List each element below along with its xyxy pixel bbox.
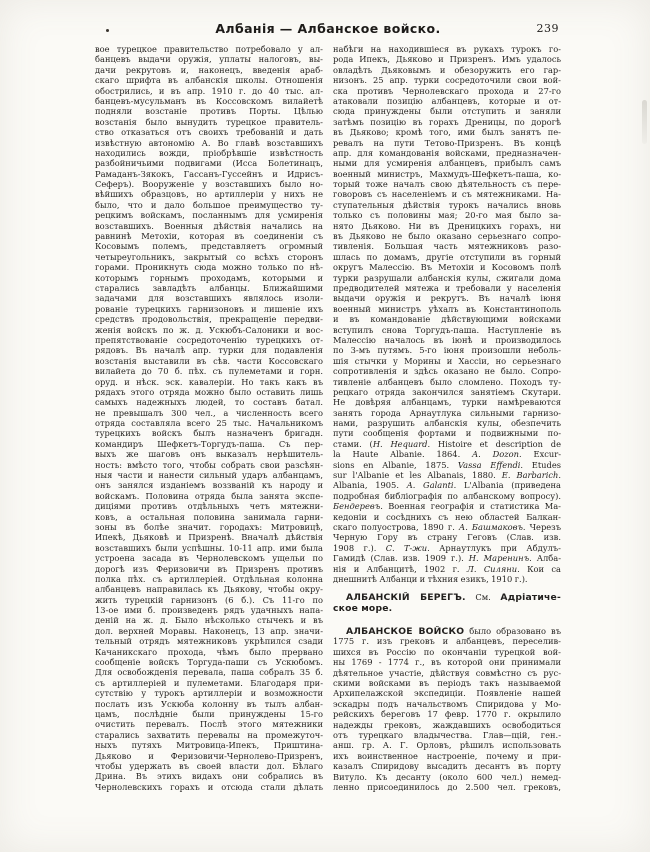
left-column xyxy=(95,44,323,792)
text-line: ленно присоединилось до 2.500 чел. грековъ, xyxy=(333,781,561,792)
entry-albania-continuation xyxy=(95,44,323,792)
text-segment: sur l'Albanie et les Albanais, 1880. xyxy=(333,470,502,481)
text-line: старались завладѣть албанцы. Ближайшими xyxy=(95,282,323,293)
text-line: четыреугольникъ, закрытый со всѣхъ сторонъ xyxy=(95,251,323,262)
text-line: ихъ воинственное настроеніе, почему и при- xyxy=(333,750,561,761)
text-segment: sions en Albanie, 1875. xyxy=(333,459,458,470)
text-line xyxy=(333,553,561,563)
text-line: дорогѣ изъ Феризовичи въ Призренъ противъ xyxy=(95,563,323,574)
text-segment: A. Dozon. xyxy=(472,449,522,460)
page-number: 239 xyxy=(536,22,559,35)
text-line: препятствованіе сосредоточенію турецкихъ от- xyxy=(95,334,323,345)
text-line: вступилъ снова Торгудъ-паша. Наступленіе въ xyxy=(333,324,561,335)
text-line: вѣйшихъ образцовъ, но артиллеріи у нихъ не xyxy=(95,189,323,200)
text-line: пути сообщенія фортами и подвижными по- xyxy=(333,428,561,439)
text-line: военный министръ, Махмудъ-Шефкетъ-паша, ко- xyxy=(333,168,561,179)
text-line: сопротивленія и здѣсь оказано не было. Сопро- xyxy=(333,366,561,377)
text-line: Дрина. Въ этихъ видахъ они собрались въ xyxy=(95,771,323,782)
text-line: банцевъ выдачи оружія, уплаты налоговъ, вы- xyxy=(95,54,323,65)
text-line xyxy=(333,501,561,511)
text-line: затѣмъ позицію въ горахъ Дреницы, по дорогѣ xyxy=(333,116,561,127)
text-line: Чернолевскихъ горахъ и отсюда стали дѣлать xyxy=(95,781,323,792)
entry-albania-continuation-2 xyxy=(333,44,561,584)
text-line: ревалъ на пути Тетово-Призренъ. Въ концѣ xyxy=(333,137,561,148)
text-line: военный министръ уѣхалъ въ Константинополь xyxy=(333,303,561,314)
text-line: послать изъ Ускюба колонну въ тылъ албан- xyxy=(95,698,323,709)
text-line: задачами для возставшихъ являлось изоли- xyxy=(95,293,323,304)
text-segment: С. Т-жи. xyxy=(385,542,430,553)
text-line: тивленіе албанцевъ было сломлено. Походъ ту- xyxy=(333,376,561,387)
text-line: нами, разрушить албанскія кулы, обезпечить xyxy=(333,418,561,429)
text-line: разбойничьими подвигами (Исса Болетинацъ, xyxy=(95,158,323,169)
text-line: вое турецкое правительство потребовало у ал- xyxy=(95,44,323,54)
text-line: турки разрушали албанскія кулы, сжигали дома xyxy=(333,272,561,283)
text-line: сообщеніе войскъ Торгуда-паши съ Ускюбомъ. xyxy=(95,657,323,668)
text-line: атаковали позицію албанцевъ, которые и от- xyxy=(333,95,561,106)
text-segment: 1908 г.). xyxy=(333,542,386,553)
entry-headword: АЛБАНСКОЕ ВОЙСКО xyxy=(346,626,465,637)
text-line: кедоніи и сосѣднихъ съ нею областей Балкан- xyxy=(333,511,561,522)
text-line: Рамаданъ-Зякокъ, Гассанъ-Гуссейнъ и Идрисъ- xyxy=(95,168,323,179)
text-line: командиръ Шефкетъ-Торгудъ-паша. Съ пер- xyxy=(95,438,323,449)
text-line: ныхъ путяхъ Митровица-Ипекъ, Приштина- xyxy=(95,740,323,751)
text-line: анш. гр. А. Г. Орловъ, рѣшилъ использовать xyxy=(333,740,561,751)
text-line: подняли возстаніе противъ Порты. Цѣлью xyxy=(95,106,323,117)
text-line: Не довѣряя албанцамъ, турки намѣреваются xyxy=(333,397,561,408)
text-line: говоровъ съ населеніемъ и съ мятежниками. На- xyxy=(333,189,561,200)
text-segment: Алба- xyxy=(531,553,561,564)
text-segment: А. Башмаковъ. xyxy=(458,521,526,532)
text-line: набѣги на находившіеся въ рукахъ турокъ го- xyxy=(333,44,561,54)
text-segment: Арнаутлукъ при Абдулъ- xyxy=(429,542,561,553)
text-line: было, что и дало большое преимущество ту- xyxy=(95,199,323,210)
text-segment: la Haute Albanie. 1864. xyxy=(333,449,473,460)
text-line: скими войсками въ періодъ такъ называемой xyxy=(333,678,561,689)
text-line xyxy=(333,449,561,459)
text-line: очистить перевалъ. Послѣ этого мятежники xyxy=(95,719,323,730)
text-line: Ипекѣ, Дьяковѣ и Призренѣ. Вначалѣ дѣйствія xyxy=(95,532,323,543)
text-line: чтобы удержать въ своей власти дол. Бѣлаго xyxy=(95,760,323,771)
text-line: предводителей мятежа и требовали у населенія xyxy=(333,282,561,293)
text-line: горами. Проникнуть сюда можно только по нѣ- xyxy=(95,262,323,273)
text-line: Архипелажской экспедиціи. Появленіе нашей xyxy=(333,688,561,699)
text-line: устроена засада въ Чернолевскомъ ущельи по xyxy=(95,553,323,564)
entry-albanskoe-voisko xyxy=(333,626,561,792)
text-line: женія войскъ по ж. д. Ускюбъ-Салоники и вос- xyxy=(95,324,323,335)
text-line: оруд. и нѣск. эск. кавалеріи. Но такъ какъ въ xyxy=(95,376,323,387)
text-segment: A. Galanti. xyxy=(406,480,457,491)
text-line: дол. верхней Моравы. Наконецъ, 13 апр. значи- xyxy=(95,625,323,636)
text-line xyxy=(333,626,561,636)
text-line: албанцевъ направилась къ Дьякову, чтобы окру- xyxy=(95,584,323,595)
text-line: эскадры подъ начальствомъ Спиридова у Мо- xyxy=(333,698,561,709)
text-line: Для освобожденія перевала, паша собралъ 35 б. xyxy=(95,667,323,678)
text-line: Дьяково и Феризовичи-Чернолево-Призренъ, xyxy=(95,750,323,761)
text-line: диціями противъ отдѣльныхъ четъ мятежни- xyxy=(95,501,323,512)
text-line: цамъ, послѣдніе были принуждены 15-го xyxy=(95,709,323,719)
text-line: только съ половины мая; 20-го мая было за- xyxy=(333,210,561,221)
text-segment: Н. Маренинъ. xyxy=(468,553,532,564)
text-segment: Albania, 1905. xyxy=(333,480,407,491)
text-line: нято Дьяково. Ни въ Дреницкихъ горахъ, ни xyxy=(333,220,561,231)
text-line: ны 1769 - 1774 г., въ которой они принимали xyxy=(333,657,561,668)
text-line: войскамъ. Половина отряда была занята экспе- xyxy=(95,490,323,501)
text-line: торый тоже началъ свою дѣятельность съ пере- xyxy=(333,179,561,190)
text-line: шлась по домамъ, другіе отступили въ горный xyxy=(333,251,561,262)
text-line: находились вожди, пріобрѣвшіе извѣстность xyxy=(95,147,323,158)
entry-headword: ское море. xyxy=(333,602,393,614)
text-line: Сеферъ). Вооруженіе у возставшихъ было но- xyxy=(95,179,323,190)
text-segment: Н. Hequard. xyxy=(372,438,431,449)
text-line: сутствію у турокъ артиллеріи и возможности xyxy=(95,688,323,699)
text-line: тельный отрядъ мятежниковъ укрѣпился сзади xyxy=(95,636,323,647)
text-line: вилайета до 70 б. пѣх. съ пулеметами и горн. xyxy=(95,366,323,377)
text-line: возставшихъ были успѣшны. 10-11 апр. ими была xyxy=(95,542,323,553)
text-line: тивленія. Большая часть мятежниковъ разо- xyxy=(333,241,561,252)
text-segment: L'Albania (приведена xyxy=(456,480,561,491)
text-segment: E. Barbarich. xyxy=(501,470,561,481)
text-line xyxy=(333,460,561,470)
text-line xyxy=(333,592,561,602)
text-line: отъ турецкаго владычества. Глав—щій, ген.- xyxy=(333,730,561,740)
text-line xyxy=(333,603,561,613)
text-line: дачи рекрутовъ и, наконецъ, введенія араб- xyxy=(95,64,323,75)
text-line: шихся въ Россію по окончаніи турецкой вой- xyxy=(333,646,561,657)
text-line: овладѣть Дьяковымъ и обезоружить его гар- xyxy=(333,64,561,75)
text-line: средствъ продовольствія, прекращеніе передви- xyxy=(95,314,323,325)
text-line: не превышалъ 300 чел., а численность всего xyxy=(95,407,323,418)
text-segment: Военная географія и статистика Ма- xyxy=(382,501,561,512)
page-header xyxy=(95,21,561,37)
text-line: 13-ое ими б. произведенъ рядъ удачныхъ напа- xyxy=(95,605,323,616)
text-segment: Excur- xyxy=(521,449,561,460)
text-line xyxy=(333,470,561,480)
text-line: скаго шрифта въ албанскія школы. Отношенія xyxy=(95,75,323,86)
text-segment: Гамидѣ (Слав. изв. 1909 г.). xyxy=(333,553,469,564)
text-line: дѣятельное участіе, дѣйствуя совмѣстно съ рус- xyxy=(333,667,561,678)
text-line: Косовымъ полемъ, представляетъ огромный xyxy=(95,241,323,252)
text-segment: было образовано въ xyxy=(464,626,561,637)
text-line: занять города Арнаутлука сильными гарнизо- xyxy=(333,407,561,418)
text-segment: Histoire et description de xyxy=(430,438,561,449)
text-line: возстанія было вынудить турецкое правитель- xyxy=(95,116,323,127)
text-line: выхъ же шаговъ онъ выказалъ нерѣшитель- xyxy=(95,449,323,460)
text-segment: Vassa Effendi. xyxy=(457,459,524,470)
right-column xyxy=(333,44,561,792)
text-line: Малессію началось въ іюнѣ и производилось xyxy=(333,334,561,345)
text-line: ска противъ Чернолевскаго прохода и 27-го xyxy=(333,85,561,96)
text-line: рядовъ. Въ началѣ апр. турки для подавленія xyxy=(95,345,323,356)
text-segment: Бендеревъ. xyxy=(333,501,383,512)
text-line: рованіе турецкихъ гарнизоновъ и лишеніе ихъ xyxy=(95,303,323,314)
text-line: округъ Малессію. Въ Метохіи и Косовомъ полѣ xyxy=(333,262,561,273)
text-line xyxy=(333,480,561,490)
entry-albansky-bereg xyxy=(333,592,561,613)
text-segment: Etudes xyxy=(523,459,561,470)
text-columns xyxy=(95,44,561,792)
text-line: 1775 г. изъ грековъ и албанцевъ, переселив- xyxy=(333,636,561,647)
text-line: ство отказаться отъ своихъ требованій и дать xyxy=(95,127,323,138)
entry-headword: АЛБАНСКІЙ БЕРЕГЪ. xyxy=(346,592,466,603)
text-line: подробная библіографія по албанскому вопросу). xyxy=(333,490,561,501)
text-line: рядахъ этого отряда можно было оставить лишь xyxy=(95,386,323,397)
text-line: шія стычки у Морины и Хассіи, но серьезнаго xyxy=(333,355,561,366)
text-line: ныя части и нанести сильный ударъ албанцамъ, xyxy=(95,470,323,481)
text-line: отряда составляла всего 25 тыс. Начальникомъ xyxy=(95,418,323,429)
text-line: ными для усмиренія албанцевъ, прибылъ самъ xyxy=(333,158,561,169)
text-line xyxy=(333,564,561,574)
text-line: апр. для командованія войсками, предназначен- xyxy=(333,147,561,158)
text-line: Качаникскаго прохода, чѣмъ было прервано xyxy=(95,646,323,657)
text-line: въ Дьяково не было оказано серьезнаго сопро- xyxy=(333,231,561,242)
text-line xyxy=(333,543,561,553)
text-segment: Л. Силяни. xyxy=(466,563,520,574)
text-line: рейскихъ береговъ 17 февр. 1770 г. окрылило xyxy=(333,709,561,720)
page-title: Албанія — Албанское войско. xyxy=(215,21,441,36)
text-segment: Кои са xyxy=(519,563,561,574)
text-line: ковъ, а остальная половина занимала гарни- xyxy=(95,511,323,522)
text-line: Черную Гору въ страну Геговъ (Слав. изв. xyxy=(333,532,561,543)
text-segment: стами. ( xyxy=(333,438,373,449)
text-line: рода Ипекъ, Дьяково и Призренъ. Имъ удалось xyxy=(333,54,561,65)
text-line: выдачи оружія и рекрутъ. Въ началѣ іюня xyxy=(333,293,561,304)
text-line: равнинѣ Метохіи, которая въ соединеніи съ xyxy=(95,231,323,242)
text-line: рецкаго отряда закончился занятіемъ Скутари. xyxy=(333,386,561,397)
text-line: возставшихъ. Военныя дѣйствія начались на xyxy=(95,220,323,231)
text-line: полка пѣх. съ артиллеріей. Отдѣльная колонна xyxy=(95,573,323,584)
text-line: зоны въ болѣе значит. городахъ: Митровицѣ, xyxy=(95,521,323,532)
text-line: ность: вмѣсто того, чтобы собрать свои разсѣян- xyxy=(95,459,323,470)
text-line: низонъ. 25 апр. турки сосредоточили свои вой- xyxy=(333,75,561,86)
text-line: Витуло. Къ десанту (около 600 чел.) немед- xyxy=(333,771,561,782)
text-line: турецкихъ войскъ былъ назначенъ бригадн. xyxy=(95,428,323,439)
text-line: сюда принуждены были отступить и заняли xyxy=(333,106,561,117)
text-line: съ артиллеріей и пулеметами. Благодаря при- xyxy=(95,677,323,688)
text-segment: Черезъ xyxy=(525,521,561,532)
text-segment: скаго полуострова, 1890 г. xyxy=(333,521,459,532)
text-line xyxy=(333,439,561,449)
text-line: деній на ж. д. Было нѣсколько стычекъ и въ xyxy=(95,615,323,626)
text-line: ступательныя дѣйствія турокъ начались вновь xyxy=(333,199,561,210)
text-line: жить турецкій гарнизонъ (6 б.). Съ 11-го по xyxy=(95,594,323,605)
text-line: извѣстную автономію А. Во главѣ возставшихъ xyxy=(95,137,323,148)
text-line xyxy=(333,522,561,532)
text-segment: См. xyxy=(465,592,501,603)
text-line: днешнитѣ Албанци и тѣхния езикъ, 1910 г.). xyxy=(333,573,528,584)
text-line: обострились, и въ апр. 1910 г. до 40 тыс. ал- xyxy=(95,85,323,96)
text-line: надежды грековъ, жаждавшихъ освободиться xyxy=(333,719,561,730)
text-line: казалъ Спиридову высадить десантъ въ порту xyxy=(333,761,561,772)
text-line: которымъ горнымъ проходамъ, которыми и xyxy=(95,272,323,283)
text-line: возстанія выставили въ сѣв. части Коссовскаго xyxy=(95,355,323,366)
text-line: по 3-мъ путямъ. 5-го іюня произошли неболь- xyxy=(333,345,561,356)
text-line: въ Дьяково; кромѣ того, ими былъ занятъ пе- xyxy=(333,127,561,138)
text-line: рецкимъ войскамъ, посланнымъ для усмиренія xyxy=(95,210,323,221)
text-line: старались захватить перевалы на промежуточ- xyxy=(95,729,323,740)
scan-smudge xyxy=(642,100,647,144)
text-line: банцевъ-мусульманъ въ Коссовскомъ вилайетѣ xyxy=(95,95,323,106)
text-line: самыхъ надежныхъ людей, то составъ батал. xyxy=(95,397,323,408)
text-line: онъ занялся изданіемъ воззваній къ народу и xyxy=(95,480,323,491)
text-line: и въ командованіе дѣйствующими войсками xyxy=(333,314,561,325)
entry-headword: Адріатиче- xyxy=(500,592,561,603)
text-segment: нія и Албанцитѣ, 1902 г. xyxy=(333,563,467,574)
